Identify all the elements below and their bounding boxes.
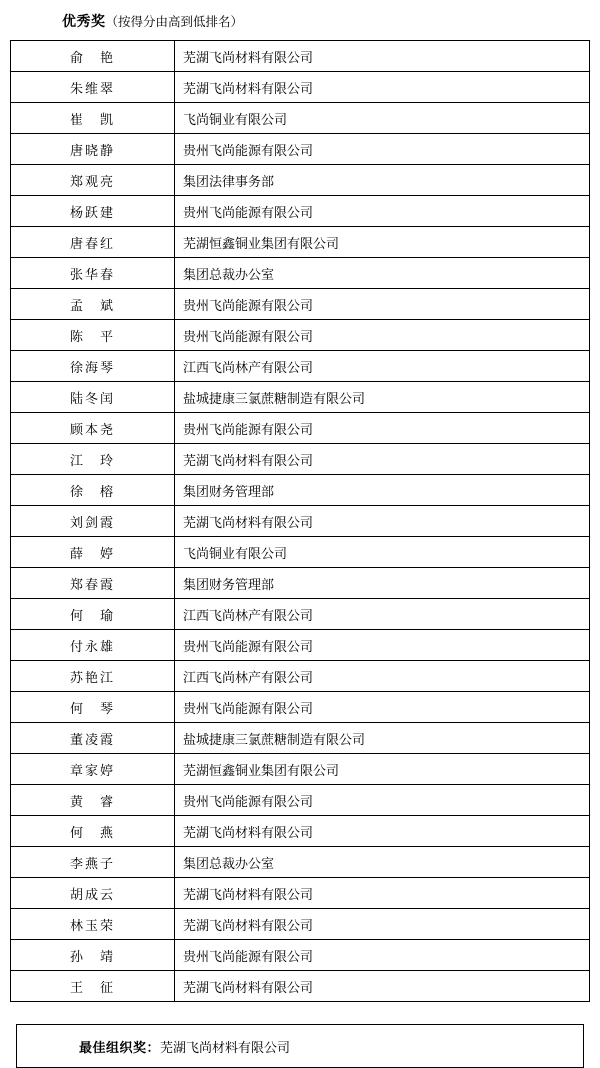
recipient-name: 薛 婷 xyxy=(11,537,175,568)
recipient-org: 江西飞尚林产有限公司 xyxy=(175,661,590,692)
best-organization-cell xyxy=(17,1025,584,1068)
table-row xyxy=(11,599,590,630)
table-row xyxy=(11,41,590,72)
recipient-name: 黄 睿 xyxy=(11,785,175,816)
award-table-body xyxy=(11,41,590,1002)
recipient-name: 付永雄 xyxy=(11,630,175,661)
recipient-name: 江 玲 xyxy=(11,444,175,475)
table-row xyxy=(11,165,590,196)
recipient-name: 顾本尧 xyxy=(11,413,175,444)
recipient-name: 董凌霞 xyxy=(11,723,175,754)
best-organization-label: 最佳组织奖： xyxy=(79,1040,161,1056)
recipient-name: 唐春红 xyxy=(11,227,175,258)
best-organization-value: 芜湖飞尚材料有限公司 xyxy=(160,1040,291,1056)
recipient-org: 贵州飞尚能源有限公司 xyxy=(175,134,590,165)
recipient-name: 孙 靖 xyxy=(11,940,175,971)
table-row xyxy=(11,227,590,258)
recipient-org: 江西飞尚林产有限公司 xyxy=(175,351,590,382)
recipient-org: 芜湖飞尚材料有限公司 xyxy=(175,41,590,72)
table-row xyxy=(11,444,590,475)
best-organization-body xyxy=(17,1025,584,1068)
recipient-org: 集团财务管理部 xyxy=(175,568,590,599)
recipient-org: 集团总裁办公室 xyxy=(175,847,590,878)
table-row xyxy=(11,103,590,134)
recipient-org: 芜湖飞尚材料有限公司 xyxy=(175,878,590,909)
table-row xyxy=(11,351,590,382)
recipient-org: 飞尚铜业有限公司 xyxy=(175,537,590,568)
recipient-org: 贵州飞尚能源有限公司 xyxy=(175,196,590,227)
document-page xyxy=(0,12,600,1056)
table-row xyxy=(11,320,590,351)
table-row xyxy=(11,971,590,1002)
table-row xyxy=(11,134,590,165)
recipient-name: 何 瑜 xyxy=(11,599,175,630)
recipient-org: 芜湖飞尚材料有限公司 xyxy=(175,909,590,940)
recipient-name: 陈 平 xyxy=(11,320,175,351)
table-row xyxy=(11,816,590,847)
recipient-org: 江西飞尚林产有限公司 xyxy=(175,599,590,630)
table-row xyxy=(11,196,590,227)
table-row xyxy=(11,568,590,599)
recipient-name: 徐海琴 xyxy=(11,351,175,382)
recipient-name: 章家婷 xyxy=(11,754,175,785)
table-row xyxy=(11,506,590,537)
table-row xyxy=(11,847,590,878)
recipient-org: 飞尚铜业有限公司 xyxy=(175,103,590,134)
recipient-org: 贵州飞尚能源有限公司 xyxy=(175,692,590,723)
table-row xyxy=(11,785,590,816)
recipient-name: 林玉荣 xyxy=(11,909,175,940)
recipient-name: 崔 凯 xyxy=(11,103,175,134)
recipient-name: 何 燕 xyxy=(11,816,175,847)
table-row xyxy=(11,258,590,289)
recipient-name: 徐 榕 xyxy=(11,475,175,506)
recipient-name: 胡成云 xyxy=(11,878,175,909)
recipient-name: 唐晓静 xyxy=(11,134,175,165)
recipient-org: 芜湖飞尚材料有限公司 xyxy=(175,444,590,475)
recipient-name: 李燕子 xyxy=(11,847,175,878)
recipient-org: 芜湖恒鑫铜业集团有限公司 xyxy=(175,227,590,258)
table-row xyxy=(11,413,590,444)
recipient-org: 盐城捷康三氯蔗糖制造有限公司 xyxy=(175,382,590,413)
recipient-org: 芜湖飞尚材料有限公司 xyxy=(175,816,590,847)
recipient-org: 贵州飞尚能源有限公司 xyxy=(175,785,590,816)
recipient-name: 孟 斌 xyxy=(11,289,175,320)
table-row xyxy=(11,630,590,661)
recipient-name: 张华春 xyxy=(11,258,175,289)
table-row xyxy=(11,940,590,971)
recipient-org: 芜湖飞尚材料有限公司 xyxy=(175,971,590,1002)
table-row xyxy=(11,723,590,754)
recipient-name: 郑春霞 xyxy=(11,568,175,599)
recipient-name: 俞 艳 xyxy=(11,41,175,72)
table-row xyxy=(11,661,590,692)
section-title: 优秀奖 xyxy=(62,14,106,30)
recipient-name: 陆冬闰 xyxy=(11,382,175,413)
recipient-org: 芜湖飞尚材料有限公司 xyxy=(175,506,590,537)
table-row xyxy=(11,909,590,940)
table-row xyxy=(11,475,590,506)
recipient-org: 贵州飞尚能源有限公司 xyxy=(175,413,590,444)
table-spacer xyxy=(0,1002,600,1024)
recipient-org: 芜湖飞尚材料有限公司 xyxy=(175,72,590,103)
table-row xyxy=(11,382,590,413)
table-row xyxy=(11,289,590,320)
table-row xyxy=(11,537,590,568)
recipient-org: 集团法律事务部 xyxy=(175,165,590,196)
recipient-org: 盐城捷康三氯蔗糖制造有限公司 xyxy=(175,723,590,754)
table-row xyxy=(11,72,590,103)
recipient-org: 贵州飞尚能源有限公司 xyxy=(175,940,590,971)
recipient-org: 集团财务管理部 xyxy=(175,475,590,506)
recipient-org: 集团总裁办公室 xyxy=(175,258,590,289)
section-heading xyxy=(0,12,600,32)
recipient-name: 朱维翠 xyxy=(11,72,175,103)
recipient-org: 贵州飞尚能源有限公司 xyxy=(175,320,590,351)
recipient-name: 何 琴 xyxy=(11,692,175,723)
recipient-name: 杨跃建 xyxy=(11,196,175,227)
best-organization-table xyxy=(16,1024,584,1068)
table-row xyxy=(17,1025,584,1068)
recipient-org: 芜湖恒鑫铜业集团有限公司 xyxy=(175,754,590,785)
table-row xyxy=(11,754,590,785)
recipient-org: 贵州飞尚能源有限公司 xyxy=(175,630,590,661)
recipient-name: 郑观亮 xyxy=(11,165,175,196)
award-table xyxy=(10,40,590,1002)
recipient-name: 苏艳江 xyxy=(11,661,175,692)
table-row xyxy=(11,692,590,723)
recipient-name: 王 征 xyxy=(11,971,175,1002)
table-row xyxy=(11,878,590,909)
section-note: （按得分由高到低排名） xyxy=(105,14,244,29)
recipient-org: 贵州飞尚能源有限公司 xyxy=(175,289,590,320)
recipient-name: 刘剑霞 xyxy=(11,506,175,537)
